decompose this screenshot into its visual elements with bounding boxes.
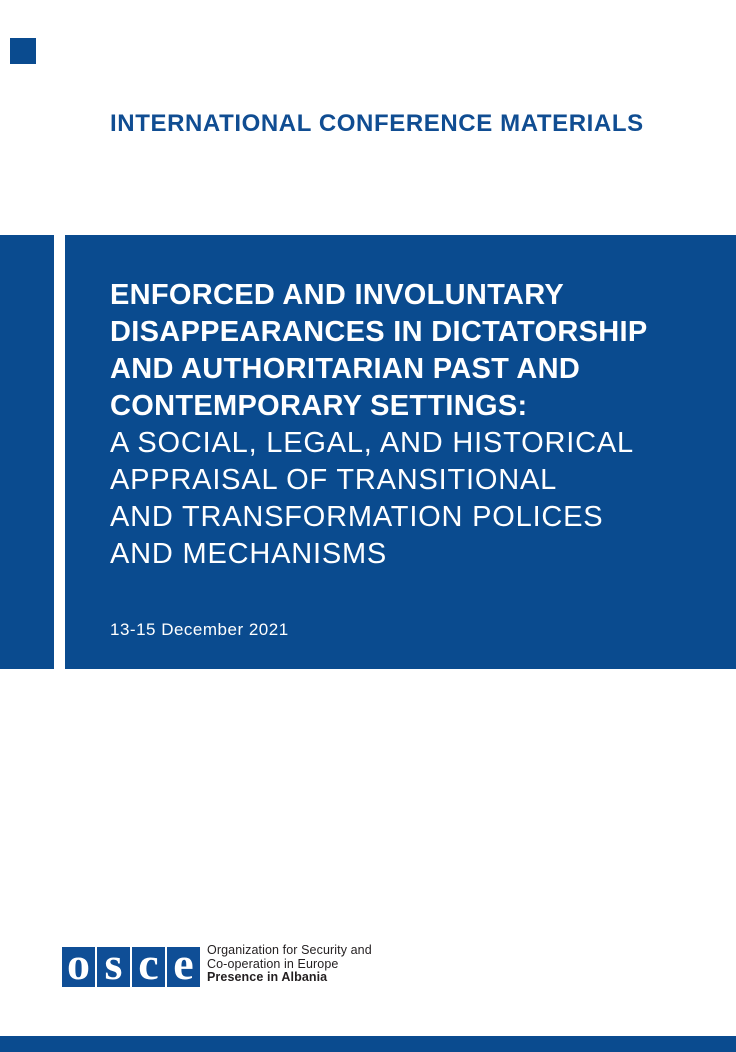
osce-logo-icon bbox=[62, 947, 200, 987]
osce-letter: o bbox=[67, 947, 90, 987]
osce-letter-box bbox=[97, 947, 130, 987]
subtitle-line: AND TRANSFORMATION POLICES bbox=[110, 501, 604, 533]
org-presence-line: Presence in Albania bbox=[207, 970, 328, 984]
org-name-line: Co-operation in Europe bbox=[207, 956, 339, 971]
left-accent-stripe bbox=[0, 235, 54, 669]
conference-date: 13-15 December 2021 bbox=[110, 620, 289, 639]
osce-letter: e bbox=[173, 947, 194, 987]
osce-letter: s bbox=[104, 947, 123, 987]
subtitle-line: A SOCIAL, LEGAL, AND HISTORICAL bbox=[110, 427, 634, 459]
subtitle-line: APPRAISAL OF TRANSITIONAL bbox=[110, 464, 558, 496]
osce-letter: c bbox=[138, 947, 159, 987]
osce-letter-box bbox=[62, 947, 95, 987]
osce-org-name bbox=[207, 944, 372, 985]
osce-letter-box bbox=[167, 947, 200, 987]
title-block bbox=[110, 277, 648, 573]
bottom-accent-bar bbox=[0, 1036, 736, 1052]
title-line: CONTEMPORARY SETTINGS: bbox=[110, 390, 528, 422]
osce-letter-box bbox=[132, 947, 165, 987]
title-line: DISAPPEARANCES IN DICTATORSHIP bbox=[110, 316, 648, 348]
org-name-line: Organization for Security and bbox=[207, 943, 372, 957]
title-line: ENFORCED AND INVOLUNTARY bbox=[110, 279, 565, 311]
osce-logo bbox=[62, 943, 372, 987]
series-heading: INTERNATIONAL CONFERENCE MATERIALS bbox=[110, 110, 644, 137]
title-line: AND AUTHORITARIAN PAST AND bbox=[110, 353, 581, 385]
subtitle-line: AND MECHANISMS bbox=[110, 538, 388, 570]
corner-accent-square bbox=[10, 38, 36, 64]
